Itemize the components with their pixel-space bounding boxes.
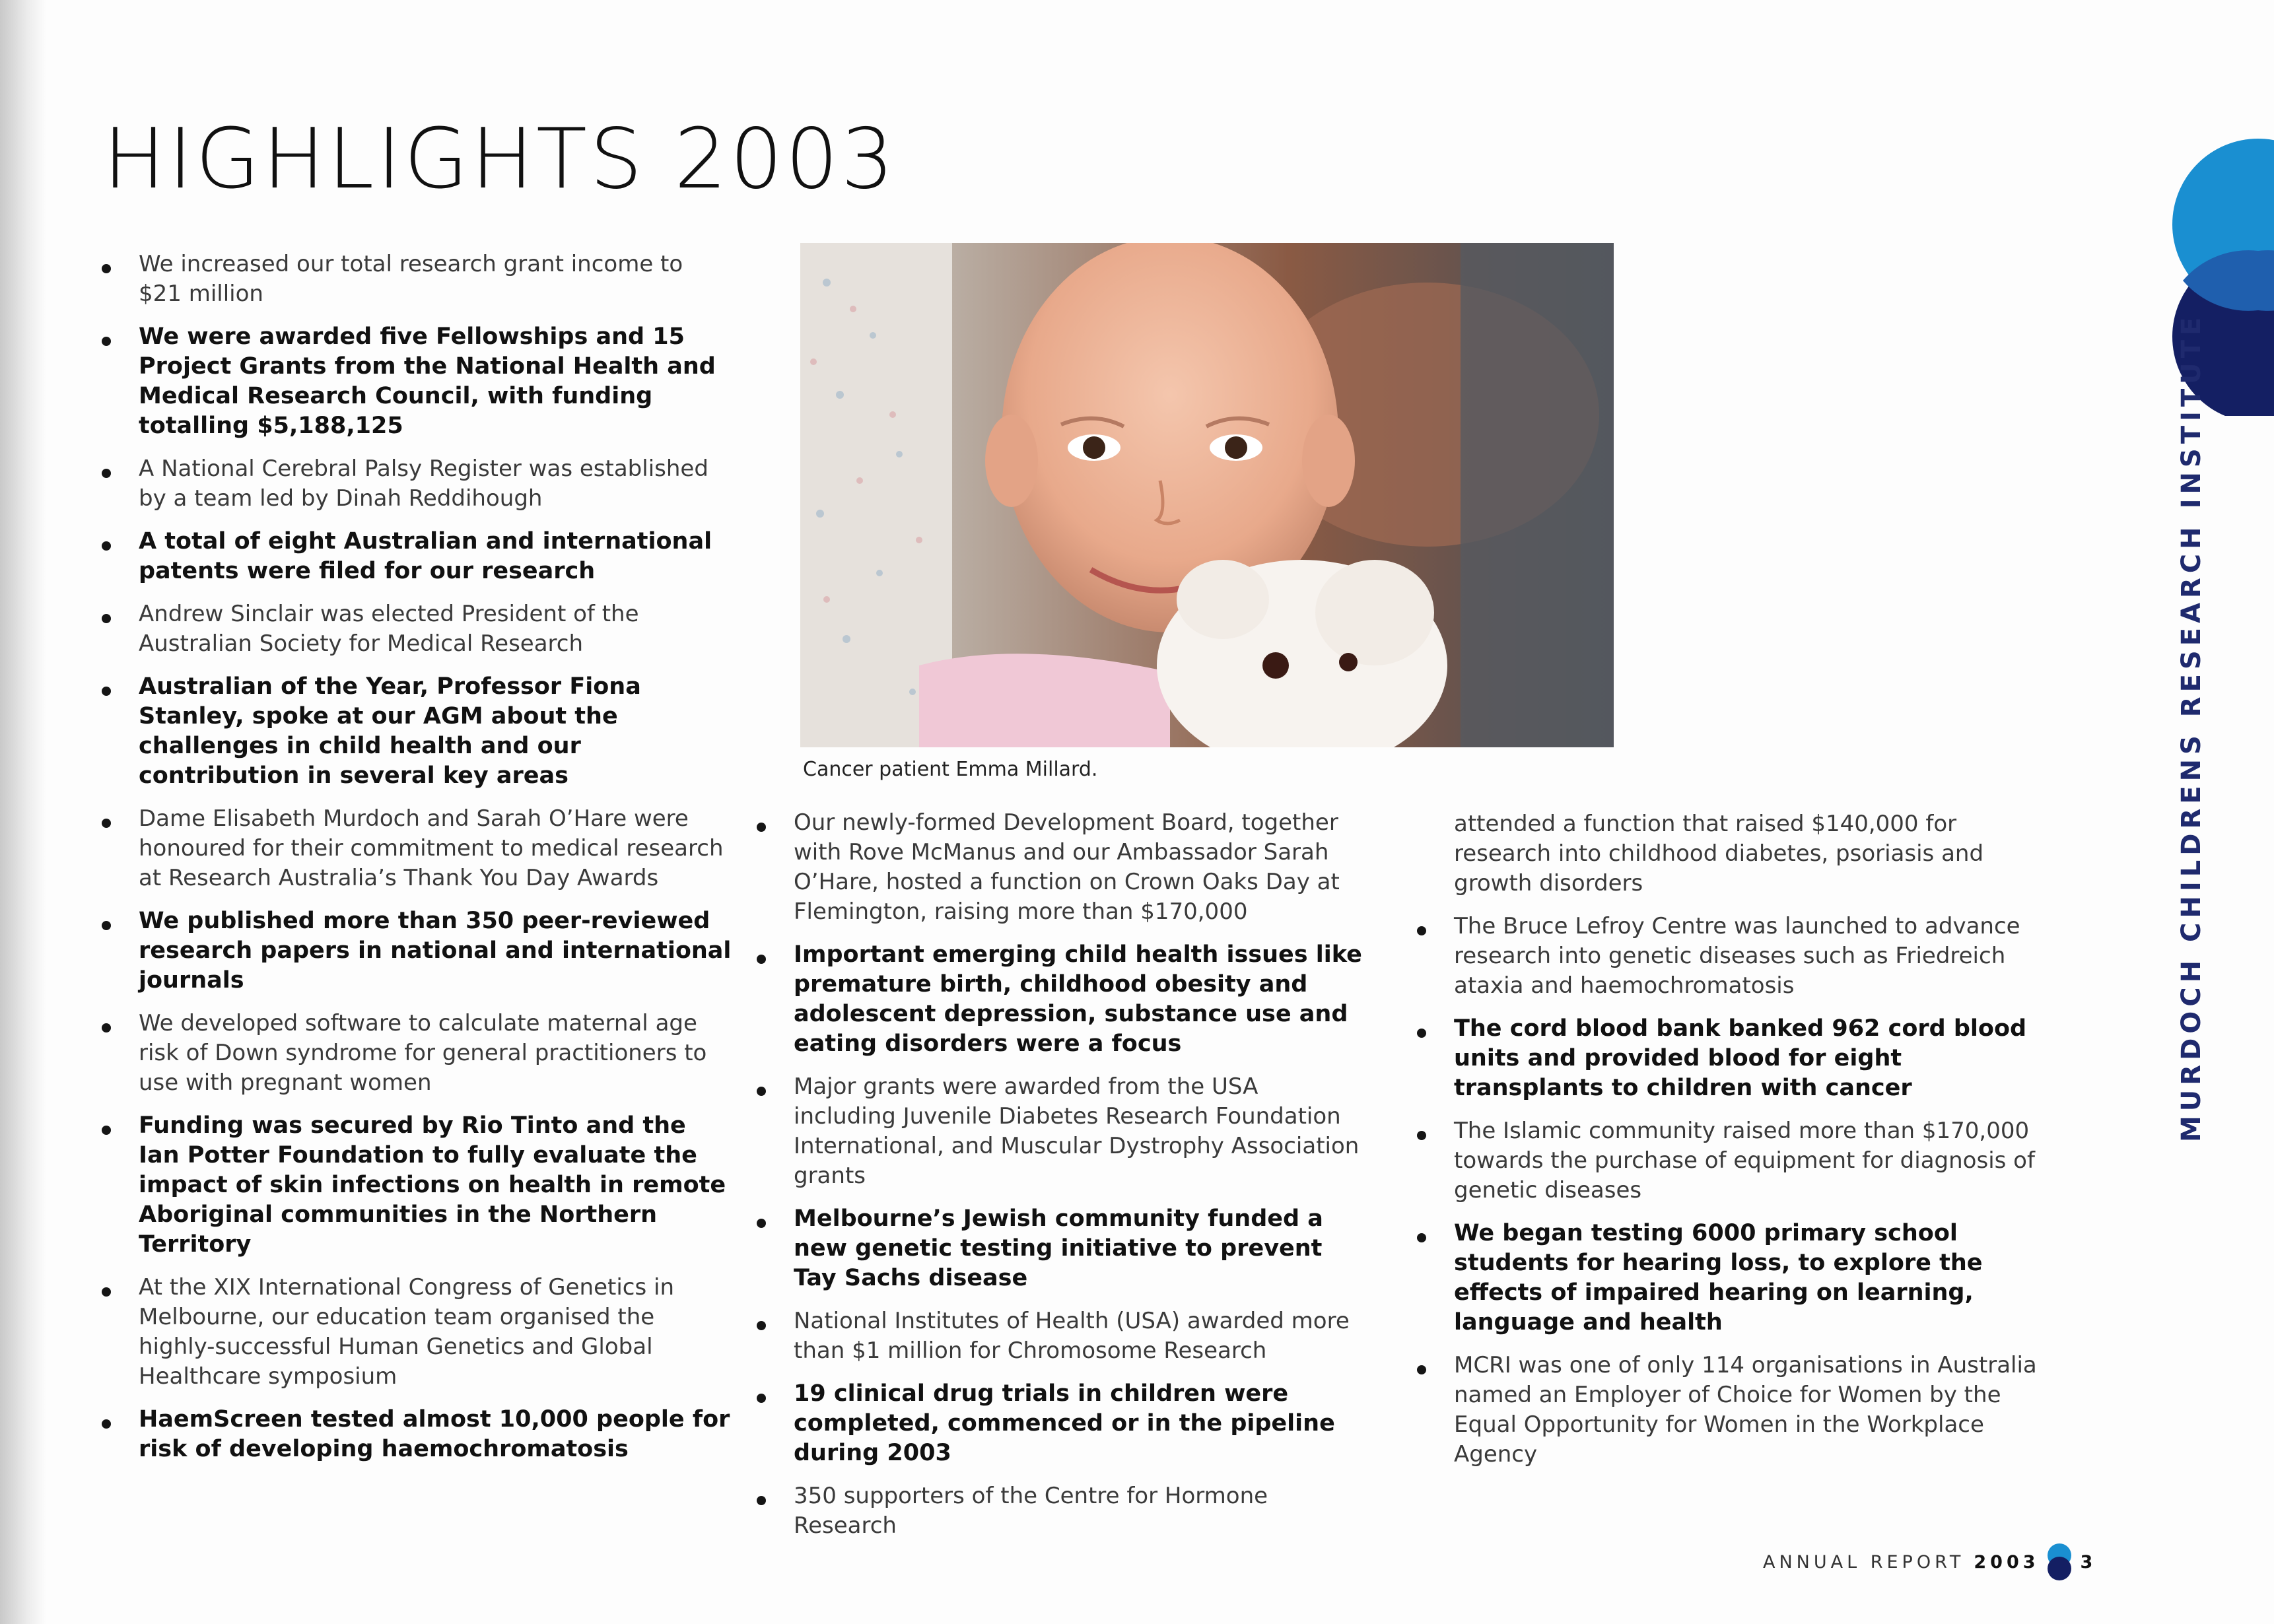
page-title: HIGHLIGHTS 2003 [103, 110, 897, 207]
highlight-item: At the XIX International Congress of Genetics in Melbourne, our education team organised the highly-successful Human Genetics and Global Healthcare symposium [98, 1273, 732, 1392]
highlight-item: We increased our total research grant income to $21 million [98, 250, 732, 309]
highlight-item: Andrew Sinclair was elected President of the Australian Society for Medical Research [98, 599, 732, 659]
highlight-item: Important emerging child health issues like premature birth, childhood obesity and adolescent depression, substance use and eating disorders were a focus [753, 940, 1367, 1059]
highlight-item: Dame Elisabeth Murdoch and Sarah O’Hare were honoured for their commitment to medical research at Research Australia’s Thank You Day Awards [98, 804, 732, 893]
highlights-column-2 [753, 808, 1367, 1554]
highlight-item: Melbourne’s Jewish community funded a new genetic testing initiative to prevent Tay Sachs disease [753, 1204, 1367, 1293]
highlight-item: National Institutes of Health (USA) awarded more than $1 million for Chromosome Research [753, 1306, 1367, 1366]
patient-photo [800, 243, 1614, 747]
highlight-item: Funding was secured by Rio Tinto and the Ian Potter Foundation to fully evaluate the impact of skin infections on health in remote Aboriginal communities in the Northern Territory [98, 1111, 732, 1260]
highlight-item: Major grants were awarded from the USA including Juvenile Diabetes Research Foundation International, and Muscular Dystrophy Association grants [753, 1072, 1367, 1191]
page-footer [1763, 1542, 2092, 1582]
footer-year: 2003 [1974, 1551, 2040, 1573]
highlight-item: We developed software to calculate maternal age risk of Down syndrome for general practitioners to use with pregnant women [98, 1009, 732, 1098]
highlight-item: The Bruce Lefroy Centre was launched to advance research into genetic diseases such as Friedreich ataxia and haemochromatosis [1413, 912, 2047, 1001]
highlight-item: MCRI was one of only 114 organisations in Australia named an Employer of Choice for Women by the Equal Opportunity for Women in the Workplace Agency [1413, 1351, 2047, 1470]
page-number: 3 [2080, 1551, 2093, 1573]
highlight-item: 350 supporters of the Centre for Hormone Research [753, 1481, 1367, 1541]
highlight-item-continued: attended a function that raised $140,000 for research into childhood diabetes, psoriasis and growth disorders [1454, 811, 1984, 897]
highlight-item: The Islamic community raised more than $170,000 towards the purchase of equipment for diagnosis of genetic diseases [1413, 1116, 2047, 1205]
highlight-item: The cord blood bank banked 962 cord blood units and provided blood for eight transplants to children with cancer [1413, 1014, 2047, 1103]
highlight-item: We were awarded five Fellowships and 15 Project Grants from the National Health and Medical Research Council, with funding totalling $5,188,125 [98, 322, 732, 441]
patient-photo-illustration [800, 243, 1614, 747]
highlight-item: HaemScreen tested almost 10,000 people for risk of developing haemochromatosis [98, 1405, 732, 1464]
footer-dots-icon [2046, 1542, 2073, 1582]
institute-side-label: MURDOCH CHILDRENS RESEARCH INSTITUTE [2176, 312, 2207, 1142]
photo-caption: Cancer patient Emma Millard. [803, 758, 1098, 781]
page-binding-shadow [0, 0, 46, 1624]
highlight-item: We published more than 350 peer-reviewed research papers in national and international journals [98, 906, 732, 996]
highlight-item: A National Cerebral Palsy Register was established by a team led by Dinah Reddihough [98, 454, 732, 514]
highlights-column-3 [1413, 809, 2047, 1483]
footer-label: ANNUAL REPORT [1763, 1551, 1965, 1573]
highlights-column-1 [98, 250, 732, 1477]
highlight-item: A total of eight Australian and international patents were filed for our research [98, 527, 732, 586]
highlight-item: We began testing 6000 primary school students for hearing loss, to explore the effects of impaired hearing on learning, language and health [1413, 1219, 2047, 1337]
highlight-item: Australian of the Year, Professor Fiona Stanley, spoke at our AGM about the challenges in child health and our contribution in several key areas [98, 672, 732, 791]
highlight-item: Our newly-formed Development Board, together with Rove McManus and our Ambassador Sarah O’Hare, hosted a function on Crown Oaks Day at Flemington, raising more than $170,000 [753, 808, 1367, 927]
highlight-item: 19 clinical drug trials in children were completed, commenced or in the pipeline during 2003 [753, 1379, 1367, 1468]
